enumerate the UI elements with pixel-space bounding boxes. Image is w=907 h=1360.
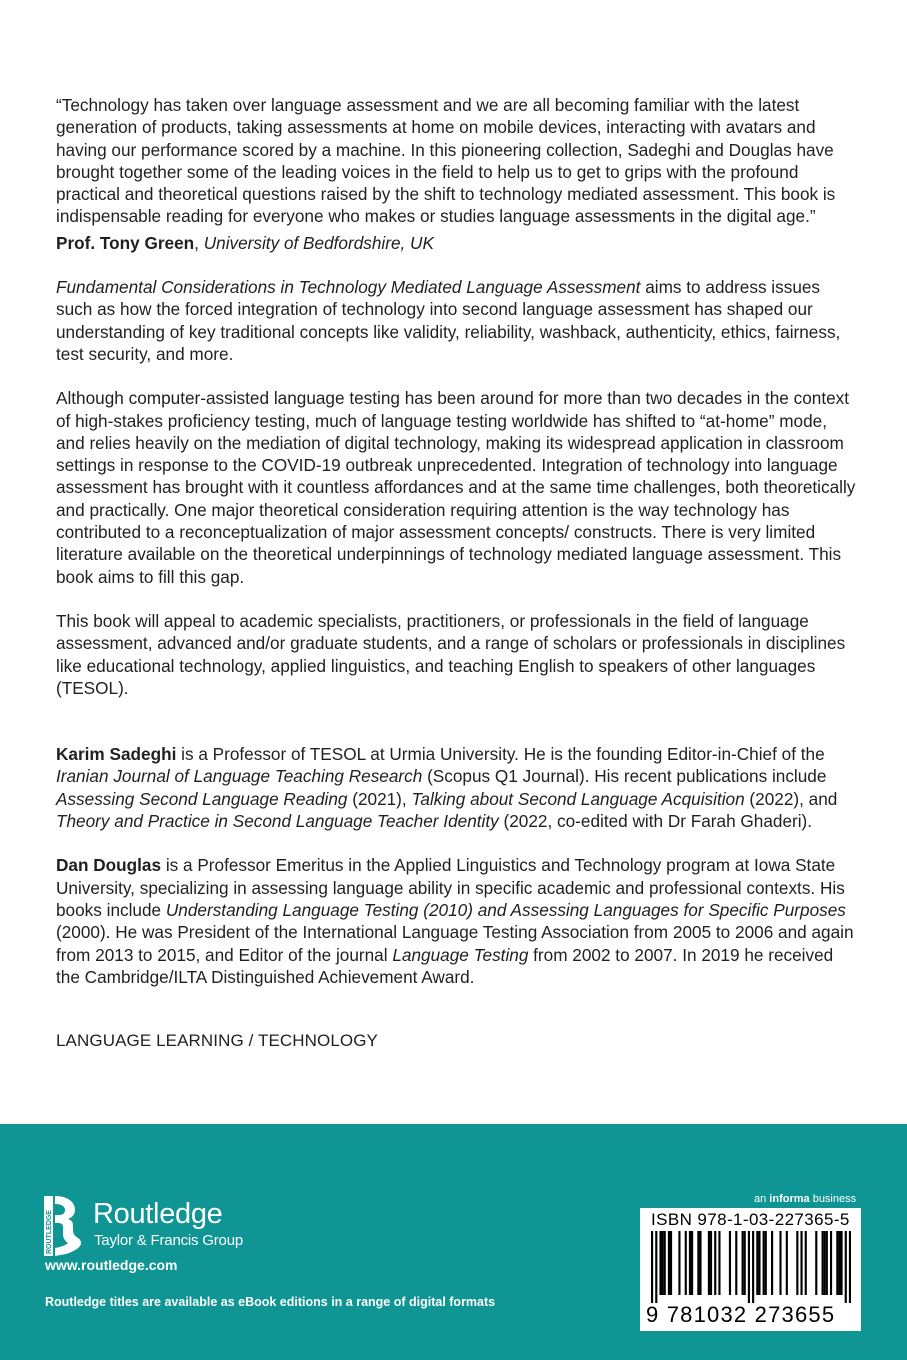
barcode-bar [763, 1231, 765, 1295]
barcode-bar [805, 1231, 807, 1295]
barcode-bar [771, 1231, 773, 1295]
logo-vertical-text: ROUTLEDGE [46, 1210, 54, 1254]
barcode-bar [729, 1231, 731, 1295]
endorser-affiliation: University of Bedfordshire, UK [203, 232, 434, 253]
subject-category: LANGUAGE LEARNING / TECHNOLOGY [56, 1031, 378, 1050]
barcode-bar [800, 1231, 802, 1295]
author-bio-douglas: Dan Douglas is a Professor Emeritus in the Applied Linguistics and Technology program at Iowa State University, specializing in assessing language ability in specific academic and professional contexts. His books include Understanding Language Testing (2010) and Assessing Languages for Specific Purposes (2000). He was President of the International Language Testing Association from 2005 to 2006 and again from 2013 to 2015, and Editor of the journal Language Testing from 2002 to 2007. In 2019 he received the Cambridge/ILTA Distinguished Achievement Award. [56, 855, 854, 987]
barcode-bar [668, 1231, 670, 1295]
barcode-bar [655, 1231, 657, 1303]
barcode-bar [659, 1231, 661, 1295]
endorser-name: Prof. Tony Green [56, 232, 195, 253]
barcode-bar [699, 1231, 701, 1295]
endorsement-quote: “Technology has taken over language assessment and we are all becoming familiar with the latest generation of products, taking assessments at home on mobile devices, interacting with avatars and having our performance scored by a machine. In this pioneering collection, Sadeghi and Douglas have brought together some of the leading voices in the field to help us to get to grips with the profound practical and theoretical questions raised by the shift to technology mediated assessment. This book is indispensable reading for everyone who makes or studies language assessments in the digital age.” [56, 95, 836, 227]
barcode-bar [840, 1231, 842, 1295]
barcode-bar [849, 1231, 851, 1303]
informa-brand: informa [769, 1193, 810, 1205]
barcode-bar [744, 1231, 746, 1295]
barcode-bar [779, 1231, 781, 1295]
barcode-bar [845, 1231, 847, 1303]
barcode-bar [765, 1231, 767, 1295]
barcode-bar [822, 1231, 824, 1295]
description-paragraph-1: Fundamental Considerations in Technology Mediated Language Assessment aims to address issues such as how the forced integration of technology into second language assessment has shaped our understanding of key traditional concepts like validity, reliability, washback, authenticity, ethics, fairness, test security, and more. [56, 277, 841, 364]
barcode-bar [718, 1231, 720, 1295]
barcode-bar [815, 1231, 817, 1295]
endorsement-attribution [56, 232, 856, 254]
barcode-bar [826, 1231, 828, 1295]
barcode-bar [758, 1231, 760, 1295]
barcode-bar [689, 1231, 691, 1295]
barcode-bar [664, 1231, 666, 1295]
barcode-bar [742, 1231, 744, 1295]
informa-business-tagline: an informa business [754, 1193, 857, 1205]
barcode-bar [710, 1231, 712, 1295]
barcode-bar [830, 1231, 832, 1295]
barcode-bar [685, 1231, 687, 1295]
isbn-barcode [640, 1208, 861, 1331]
barcode-bar [651, 1231, 653, 1303]
barcode-bar [662, 1231, 664, 1295]
publisher-website[interactable]: www.routledge.com [45, 1257, 178, 1273]
attribution-separator: , [194, 232, 204, 253]
barcode-bar [786, 1231, 788, 1295]
description-paragraph-3: This book will appeal to academic specialists, practitioners, or professionals in the field of language assessment, advanced and/or graduate students, and a range of scholars or professionals in disciplines like educational technology, applied linguistics, and teaching English to speakers of other languages (TESOL). [56, 610, 846, 698]
barcode-bar [838, 1231, 840, 1295]
ebook-availability-note: Routledge titles are available as eBook editions in a range of digital formats [45, 1295, 496, 1309]
barcode-digits: 9 781032 273655 [646, 1302, 836, 1327]
barcode-bars [651, 1231, 851, 1303]
routledge-logo [44, 1196, 254, 1256]
barcode-bar [691, 1231, 693, 1295]
barcode-bar [756, 1231, 758, 1295]
barcode-bar [752, 1231, 754, 1303]
back-cover-text [56, 94, 856, 988]
barcode-bar [697, 1231, 699, 1295]
barcode-bar [670, 1231, 672, 1295]
barcode-bar [714, 1231, 716, 1295]
barcode-bar [748, 1231, 750, 1303]
barcode-bar [796, 1231, 798, 1295]
publisher-footer [0, 1124, 907, 1360]
author-name: Dan Douglas [56, 855, 162, 876]
publisher-name: Routledge [93, 1198, 223, 1230]
barcode-bar [678, 1231, 680, 1295]
barcode-bar [708, 1231, 710, 1295]
isbn-label: ISBN 978-1-03-227365-5 [651, 1210, 850, 1229]
book-title: Fundamental Considerations in Technology Mediated Language Assessment [56, 277, 641, 298]
author-bio-sadeghi: Karim Sadeghi is a Professor of TESOL at Urmia University. He is the founding Editor-in-Chief of the Iranian Journal of Language Teaching Research (Scopus Q1 Journal). His recent publications include Assessing Second Language Reading (2021), Talking about Second Language Acquisition (2022), and Theory and Practice in Second Language Teacher Identity (2022, co-edited with Dr Farah Ghaderi). [56, 744, 838, 832]
barcode-bar [735, 1231, 737, 1295]
author-name: Karim Sadeghi [56, 744, 177, 765]
publisher-group: Taylor & Francis Group [94, 1232, 243, 1249]
barcode-bar [836, 1231, 838, 1295]
barcode-bar [824, 1231, 826, 1295]
routledge-head-icon [44, 1196, 84, 1256]
description-paragraph-2: Although computer-assisted language testing has been around for more than two decades in the context of high-stakes proficiency testing, much of language testing worldwide has shifted to “at-home” mode, and relies heavily on the mediation of digital technology, making its widespread application in classroom settings in response to the COVID-19 outbreak unprecedented. Integration of technology into language assessment has brought with it countless affordances and at the same time challenges, both theoretically and practically. One major theoretical consideration requiring attention is the way technology has contributed to a reconceptualization of major assessment concepts/ constructs. There is very limited literature available on the theoretical underpinnings of technology mediated language assessment. This book aims to fill this gap. [56, 388, 856, 587]
